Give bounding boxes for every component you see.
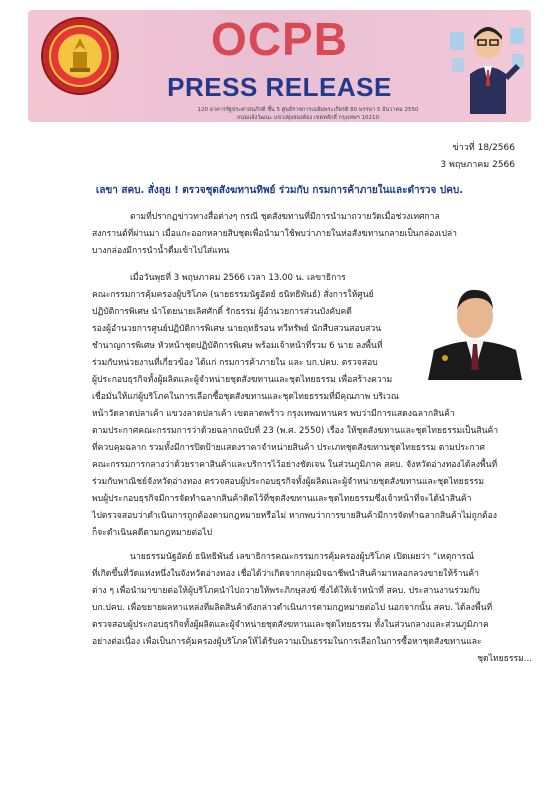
paragraph-2-line-13: ร่วมกับพาณิชย์จังหวัดอ่างทอง ตรวจสอบผู้ประกอบธุรกิจทั้งผู้ผลิตและผู้จำหน่ายชุดสังฆทานและชุดไทยธรรม: [92, 477, 484, 487]
address-line-2: ถนนแจ้งวัฒนะ แขวงทุ่งสองห้อง เขตหลักสี่ กรุงเทพฯ 10210: [237, 115, 379, 121]
paragraph-2-line-15: ไปตรวจสอบว่าดำเนินการถูกต้องตามกฎหมายหรือไม่ หากพบว่าการขายสินค้ามีการจัดทำฉลากสินค้าไม่ถูกต้อง: [92, 511, 497, 521]
news-number: ข่าวที่ 18/2566: [452, 143, 515, 153]
paragraph-2-line-3: ปฏิบัติการพิเศษ นำโดยนายเลิศศักดิ์ รักธรรม ผู้อำนวยการส่วนบังคับคดี: [92, 307, 352, 317]
paragraph-3-line-5: ตรวจสอบผู้ประกอบธุรกิจทั้งผู้ผลิตและผู้จำหน่ายชุดสังฆทานและชุดไทยธรรม ทั้งในส่วนกลางและส่วนภูมิภาค: [92, 620, 489, 630]
paragraph-3-line-1: นายธรรมนัฐอัตย์ ธนิทธิพันธ์ เลขาธิการคณะกรรมการคุ้มครองผู้บริโภค เปิดเผยว่า “เหตุการณ์: [130, 552, 475, 562]
paragraph-2-line-11: ที่ควบคุมฉลาก รวมทั้งมีการปิดป้ายแสดงราคาจำหน่ายสินค้า ประเภทชุดสังฆทานชุดไทยธรรม ตามประกาศ: [92, 443, 485, 453]
paragraph-2-line-9: หน้าวัดลาดปลาเค้า แขวงลาดปลาเค้า เขตลาดพร้าว กรุงเทพมหานคร พบว่ามีการแสดงฉลากสินค้า: [92, 409, 455, 419]
paragraph-3-line-3: ต่าง ๆ เพื่อนำมาขายต่อให้ผู้บริโภคนำไปถวายให้พระภิกษุสงฆ์ ซึ่งได้ให้เจ้าหน้าที่ สคบ. ประสานงานร่วมกับ: [92, 586, 480, 596]
header-title: OCPB: [211, 13, 348, 65]
paragraph-1-line-1: ตามที่ปรากฏข่าวทางสื่อต่างๆ กรณี ชุดสังฆทานที่มีการนำมาถวายวัดเมื่อช่วงเทศกาล: [130, 212, 440, 222]
paragraph-3-line-6: อย่างต่อเนื่อง เพื่อเป็นการคุ้มครองผู้บริโภคให้ได้รับความเป็นธรรมในการเลือกในการซื้อหาชุดสังฆทานและ: [92, 637, 482, 647]
headline: เลขา สคบ. สั่งลุย ! ตรวจชุดสังฆทานทิพย์ ร่วมกับ กรมการค้าภายในและตำรวจ ปคบ.: [95, 185, 464, 196]
paragraph-2-line-5: ชำนาญการพิเศษ หัวหน้าชุดปฏิบัติการพิเศษ พร้อมเจ้าหน้าที่รวม 6 นาย ลงพื้นที่: [92, 341, 383, 351]
paragraph-2-line-4: รองผู้อำนวยการศูนย์ปฏิบัติการพิเศษ นายฤทธิรอน ทวีทรัพย์ นักสืบสวนสอบสวน: [92, 324, 382, 334]
paragraph-1-line-3: บางกล่องมีการนำน้ำดื่มเข้าไปใส่แทน: [92, 246, 230, 256]
paragraph-1-line-2: สงกรานต์ที่ผ่านมา เมื่อแกะออกหลายสิบชุดเพื่อนำมาใช้พบว่าภายในห่อสังฆทานกลายเป็นกล่องเปล่า: [92, 229, 457, 239]
ocpb-seal-logo: [40, 16, 120, 96]
news-date: 3 พฤษภาคม 2566: [440, 160, 515, 170]
paragraph-2-line-6: ร่วมกับหน่วยงานที่เกี่ยวข้อง ได้แก่ กรมการค้าภายใน และ บก.ปคบ. ตรวจสอบ: [92, 358, 378, 368]
paragraph-2-line-16: ก็จะดำเนินคดีตามกฎหมายต่อไป: [92, 528, 213, 538]
paragraph-2-line-14: พบผู้ประกอบธุรกิจมีการจัดทำฉลากสินค้าติดไว้ที่ชุดสังฆทานและชุดไทยธรรมซึ่งเจ้าหน้าที่จะได้นำสินค้า: [92, 494, 472, 504]
paragraph-2-line-10: ตามประกาศคณะกรรมการว่าด้วยฉลากฉบับที่ 23 (พ.ศ. 2550) เรื่อง ให้ชุดสังฆทานและชุดไทยธรรมเป็นสินค้า: [92, 426, 499, 436]
official-portrait-photo: [420, 270, 530, 380]
paragraph-3-line-7: ชุดไทยธรรม...: [477, 654, 532, 664]
address-line-1: 120 อาคารรัฐประศาสนภักดี ชั้น 5 ศูนย์ราชการเฉลิมพระเกียรติ 80 พรรษา 5 ธันวาคม 2550: [197, 107, 419, 113]
header-subtitle: PRESS RELEASE: [167, 72, 392, 102]
paragraph-3-line-2: ที่เกิดขึ้นที่วัดแห่งหนึ่งในจังหวัดอ่างทอง เชื่อได้ว่าเกิดจากกลุ่มมิจฉาชีพนำสินค้ามาหลอกลวงขายให้ร้านค้า: [92, 569, 479, 579]
mascot-illustration: [448, 14, 528, 114]
paragraph-2-line-1: เมื่อวันพุธที่ 3 พฤษภาคม 2566 เวลา 13.00 น. เลขาธิการ: [130, 273, 346, 283]
paragraph-2-line-7: ผู้ประกอบธุรกิจทั้งผู้ผลิตและผู้จำหน่ายชุดสังฆทานและชุดไทยธรรม เพื่อสร้างความ: [92, 375, 393, 385]
paragraph-3-line-4: บก.ปคบ. เพื่อขยายผลหาแหล่งที่ผลิตสินค้าดังกล่าวดำเนินการตามกฎหมายต่อไป นอกจากนั้น สคบ. ได้ลงพื้นที่: [92, 603, 493, 613]
paragraph-2-line-12: คณะกรรมการกลางว่าด้วยราคาสินค้าและบริการไว้อย่างชัดเจน ในส่วนภูมิภาค สคบ. จังหวัดอ่างทองได้ลงพื้นที่: [92, 460, 498, 470]
paragraph-2-line-2: คณะกรรมการคุ้มครองผู้บริโภค (นายธรรมนัฐอัตย์ ธนิทธิพันธ์) สั่งการให้ศูนย์: [92, 290, 374, 300]
paragraph-2-line-8: เชื่อมั่นให้แก่ผู้บริโภคในการเลือกซื้อชุดสังฆทานและชุดไทยธรรมที่มีคุณภาพ บริเวณ: [92, 392, 399, 402]
